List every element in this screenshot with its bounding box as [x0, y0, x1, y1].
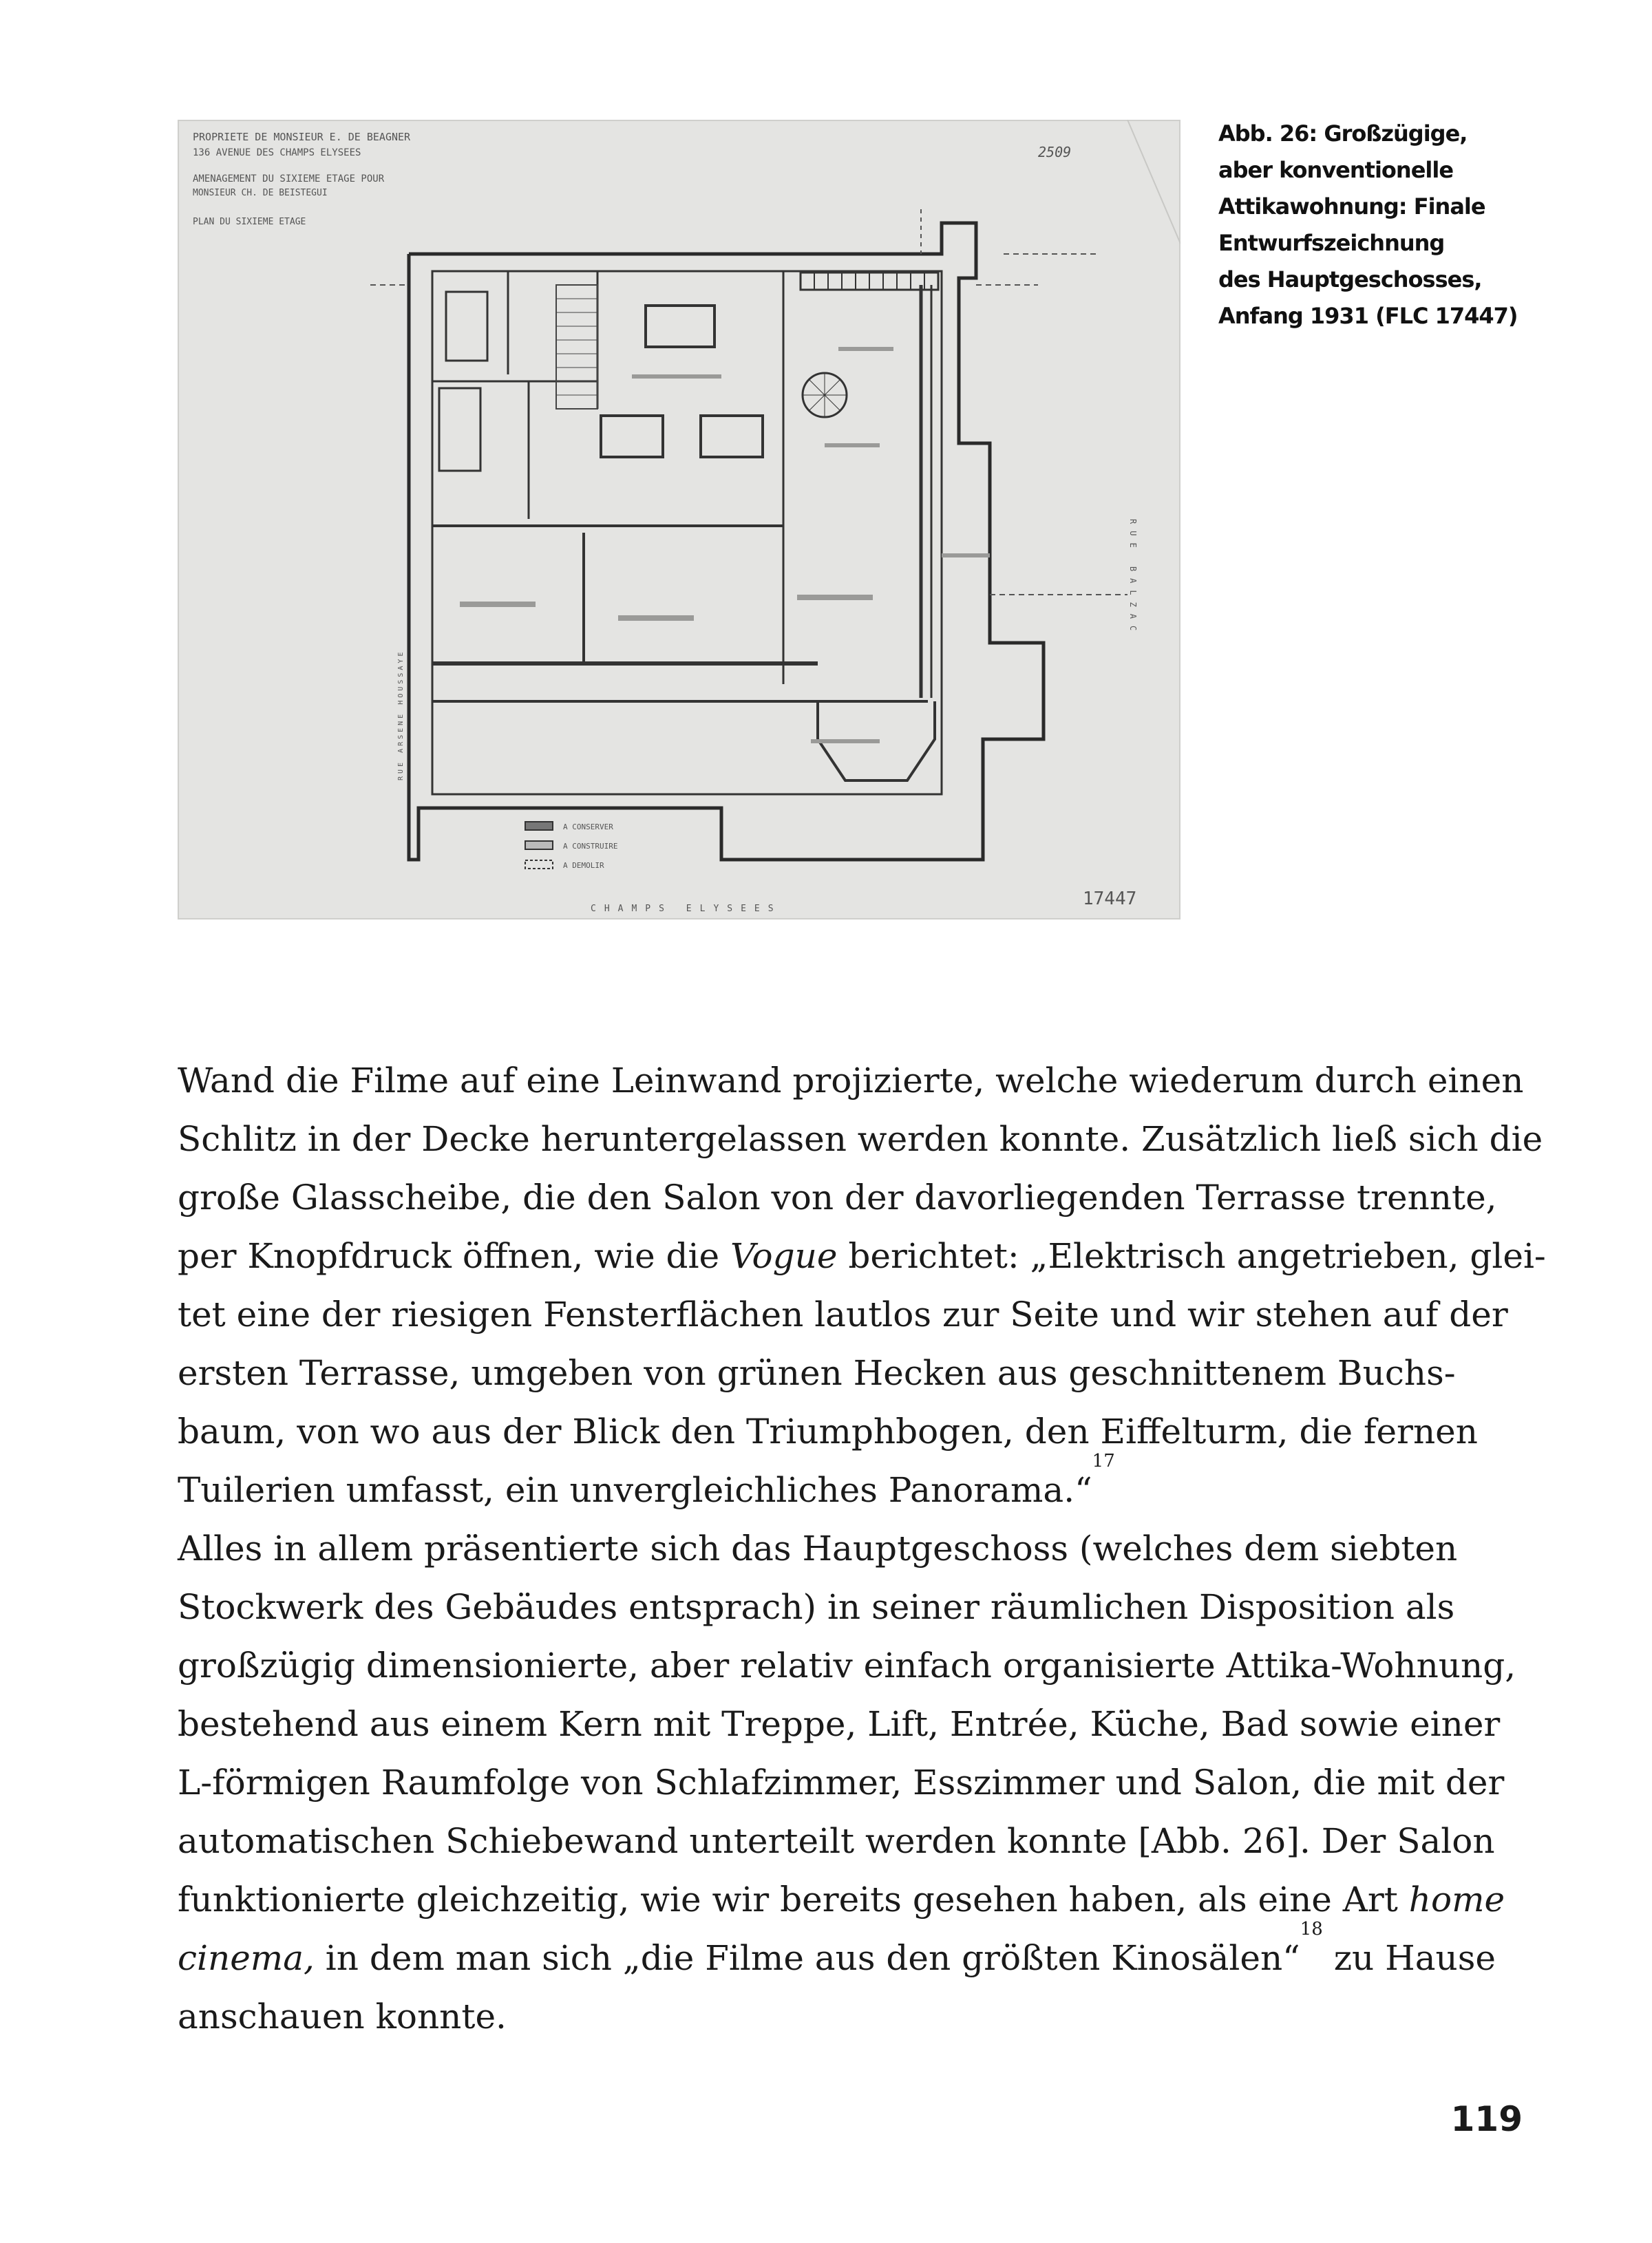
text-line: Stockwerk des Gebäudes entsprach) in seiner räumlichen Disposition als	[178, 1587, 1455, 1627]
plan-header-line: PLAN DU SIXIEME ETAGE	[193, 217, 306, 227]
plan-header-line: PROPRIETE DE MONSIEUR E. DE BEAGNER	[193, 131, 411, 143]
text-line: Alles in allem präsentierte sich das Hauptgeschoss (welches dem siebten	[178, 1529, 1458, 1569]
figure-caption	[1218, 116, 1518, 334]
text-line: Wand die Filme auf eine Leinwand projizierte, welche wiederum durch einen	[178, 1061, 1524, 1101]
text-line: Tuilerien umfasst, ein unvergleichliches Panorama.“ 17	[178, 1461, 1527, 1520]
legend-item: A CONSTRUIRE	[563, 842, 618, 851]
emphasis: cinema,	[178, 1938, 315, 1978]
text-line: per Knopfdruck öffnen, wie die Vogue berichtet: „Elektrisch angetrieben, glei-	[178, 1227, 1527, 1286]
text-line: L-förmigen Raumfolge von Schlafzimmer, Esszimmer und Salon, die mit der	[178, 1763, 1505, 1803]
caption-line: Attikawohnung: Finale	[1218, 193, 1485, 220]
publication-title: Vogue	[730, 1236, 838, 1276]
side-street-label: RUE BALZAC	[1128, 519, 1138, 638]
plan-header-line: MONSIEUR CH. DE BEISTEGUI	[193, 188, 328, 198]
text-line: funktionierte gleichzeitig, wie wir bereits gesehen haben, als eine Art home	[178, 1871, 1527, 1929]
archive-number: 17447	[1083, 889, 1137, 909]
caption-line: aber konventionelle	[1218, 157, 1454, 183]
text-line: große Glasscheibe, die den Salon von der davorliegenden Terrasse trennte,	[178, 1178, 1497, 1218]
text-line: großzügig dimensionierte, aber relativ einfach organisierte Attika-Wohnung,	[178, 1646, 1516, 1686]
plan-header-line: AMENAGEMENT DU SIXIEME ETAGE POUR	[193, 173, 385, 184]
text-line: baum, von wo aus der Blick den Triumphbogen, den Eiffelturm, die fernen	[178, 1412, 1478, 1452]
text-line: bestehend aus einem Kern mit Treppe, Lift, Entrée, Küche, Bad sowie einer	[178, 1704, 1501, 1744]
text-line: automatischen Schiebewand unterteilt werden konnte [Abb. 26]. Der Salon	[178, 1821, 1495, 1861]
emphasis: home	[1408, 1880, 1505, 1920]
caption-line: Abb. 26: Großzügige,	[1218, 120, 1468, 147]
caption-line: Anfang 1931 (FLC 17447)	[1218, 303, 1518, 329]
text-line: Schlitz in der Decke heruntergelassen werden konnte. Zusätzlich ließ sich die	[178, 1119, 1543, 1159]
text-line: anschauen konnte.	[178, 1997, 507, 2037]
caption-line: des Hauptgeschosses,	[1218, 266, 1482, 293]
street-label: CHAMPS ELYSEES	[591, 904, 782, 914]
text-line: ersten Terrasse, umgeben von grünen Hecken aus geschnittenem Buchs-	[178, 1353, 1456, 1393]
caption-line: Entwurfszeichnung	[1218, 230, 1445, 256]
floor-plan-figure	[178, 120, 1180, 919]
legend-item: A DEMOLIR	[563, 861, 604, 870]
body-text	[178, 1052, 1546, 2046]
page-number: 119	[1450, 2099, 1523, 2139]
footnote-ref: 17	[1092, 1451, 1115, 1471]
floor-plan-drawing	[178, 120, 1180, 919]
sheet-number: 2509	[1038, 144, 1072, 160]
plan-header-line: 136 AVENUE DES CHAMPS ELYSEES	[193, 147, 361, 158]
text-line: tet eine der riesigen Fensterflächen lautlos zur Seite und wir stehen auf der	[178, 1295, 1508, 1335]
text-line: cinema, in dem man sich „die Filme aus den größten Kinosälen“ 18 zu Hause	[178, 1929, 1527, 1988]
left-street-label: RUE ARSENE HOUSSAYE	[397, 649, 405, 780]
footnote-ref: 18	[1300, 1919, 1323, 1939]
legend-item: A CONSERVER	[563, 822, 613, 831]
